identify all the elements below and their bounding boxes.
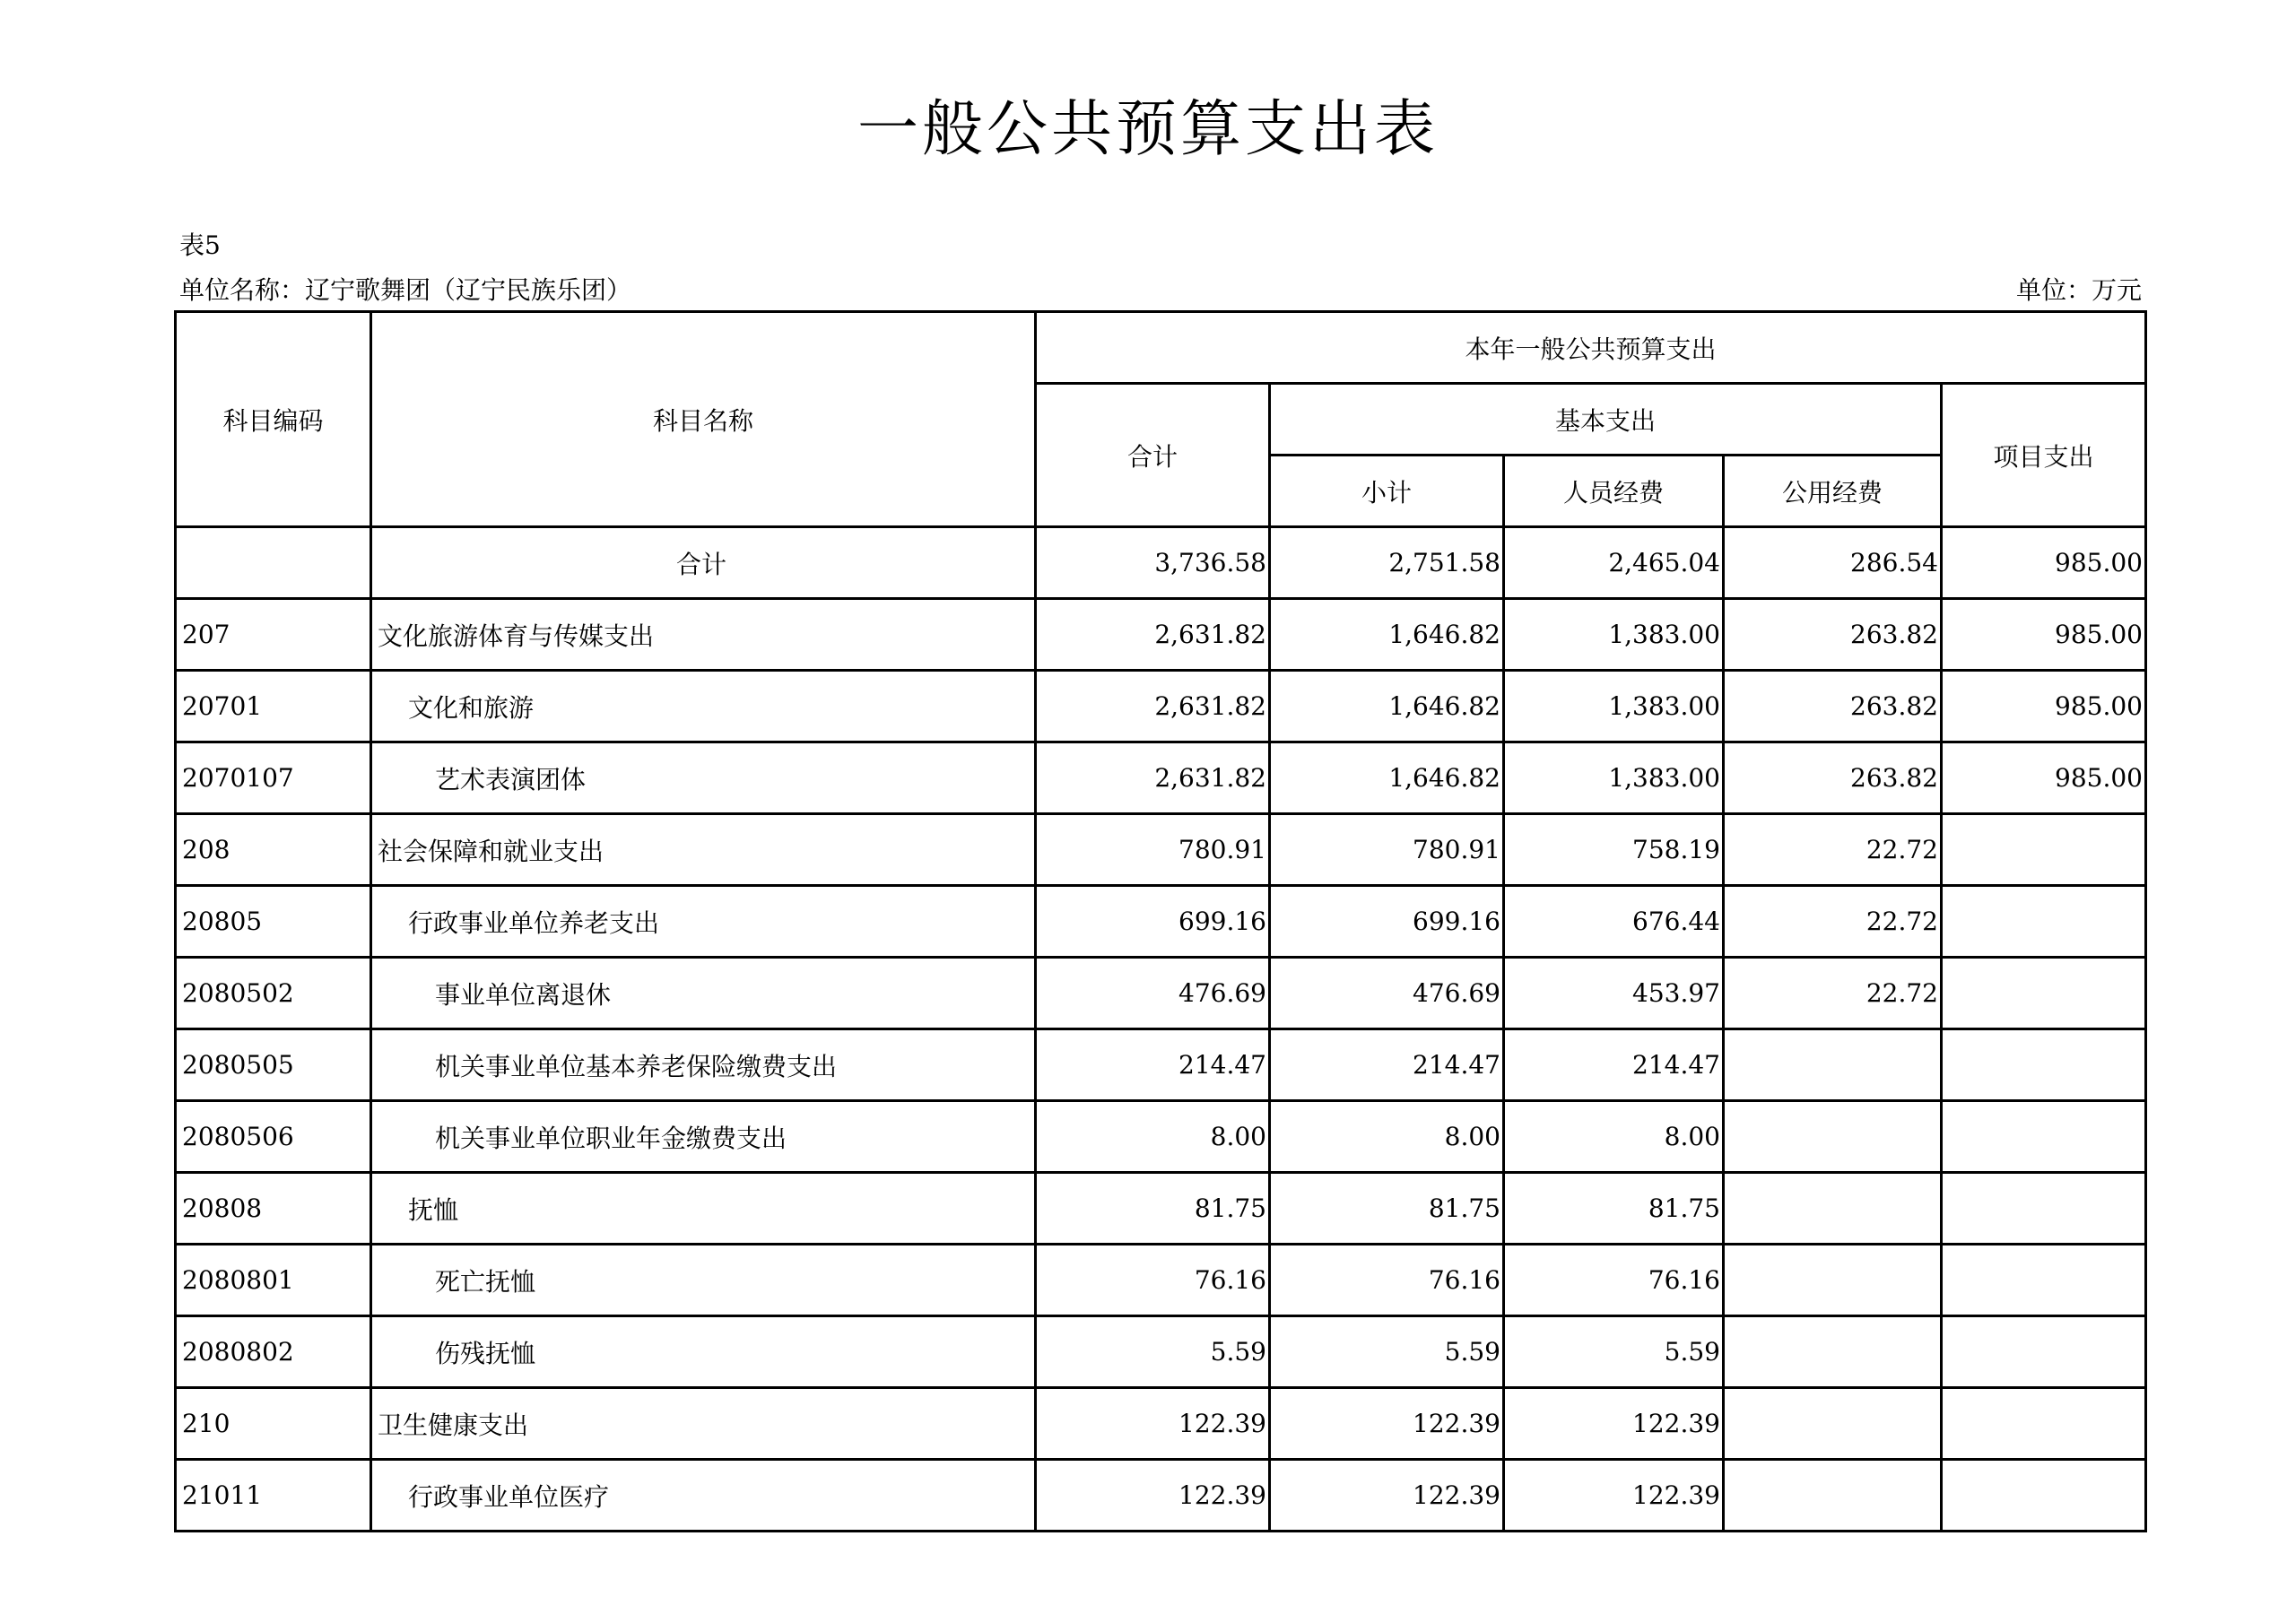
- cell-subtotal: 214.47: [1270, 1029, 1504, 1101]
- cell-total: 476.69: [1036, 958, 1270, 1029]
- cell-subtotal: 476.69: [1270, 958, 1504, 1029]
- cell-personnel: 122.39: [1504, 1388, 1724, 1460]
- cell-project: 985.00: [1942, 599, 2146, 671]
- table-number: 表5: [179, 230, 221, 260]
- table-row: [176, 958, 2146, 1029]
- cell-code: 208: [176, 814, 371, 886]
- cell-public: [1724, 1388, 1942, 1460]
- page-title: 一般公共预算支出表: [857, 94, 1439, 165]
- cell-total: 122.39: [1036, 1460, 1270, 1532]
- table-row: [176, 527, 2146, 599]
- header-basic: 基本支出: [1270, 384, 1942, 456]
- cell-code: 20701: [176, 671, 371, 742]
- cell-project: [1942, 1460, 2146, 1532]
- cell-total: 76.16: [1036, 1245, 1270, 1316]
- table-row: [176, 1029, 2146, 1101]
- cell-public: [1724, 1460, 1942, 1532]
- cell-project: [1942, 958, 2146, 1029]
- cell-subtotal: 1,646.82: [1270, 671, 1504, 742]
- cell-name: 文化旅游体育与传媒支出: [371, 599, 1036, 671]
- cell-total: 699.16: [1036, 886, 1270, 958]
- table-row: [176, 1101, 2146, 1173]
- cell-name: 艺术表演团体: [371, 742, 1036, 814]
- unit-name: 单位名称：辽宁歌舞团（辽宁民族乐团）: [179, 275, 632, 305]
- cell-name: 机关事业单位基本养老保险缴费支出: [371, 1029, 1036, 1101]
- cell-public: 263.82: [1724, 742, 1942, 814]
- table-body: [176, 527, 2146, 1532]
- cell-personnel: 1,383.00: [1504, 599, 1724, 671]
- cell-personnel: 1,383.00: [1504, 742, 1724, 814]
- cell-subtotal: 122.39: [1270, 1388, 1504, 1460]
- cell-total: 2,631.82: [1036, 742, 1270, 814]
- header-subtotal: 小计: [1270, 456, 1504, 527]
- cell-personnel: 2,465.04: [1504, 527, 1724, 599]
- cell-public: 22.72: [1724, 958, 1942, 1029]
- cell-code: 210: [176, 1388, 371, 1460]
- cell-name: 行政事业单位医疗: [371, 1460, 1036, 1532]
- cell-personnel: 758.19: [1504, 814, 1724, 886]
- cell-project: [1942, 1173, 2146, 1245]
- table-header: [176, 312, 2146, 527]
- table-row: [176, 599, 2146, 671]
- cell-code: 2070107: [176, 742, 371, 814]
- cell-personnel: 676.44: [1504, 886, 1724, 958]
- cell-public: 263.82: [1724, 671, 1942, 742]
- cell-code: 21011: [176, 1460, 371, 1532]
- header-group: 本年一般公共预算支出: [1036, 312, 2146, 384]
- cell-project: [1942, 1388, 2146, 1460]
- cell-subtotal: 699.16: [1270, 886, 1504, 958]
- header-personnel: 人员经费: [1504, 456, 1724, 527]
- cell-personnel: 122.39: [1504, 1460, 1724, 1532]
- header-code: 科目编码: [176, 312, 371, 527]
- cell-name: 文化和旅游: [371, 671, 1036, 742]
- cell-total: 122.39: [1036, 1388, 1270, 1460]
- cell-personnel: 8.00: [1504, 1101, 1724, 1173]
- header-total: 合计: [1036, 384, 1270, 527]
- cell-total: 214.47: [1036, 1029, 1270, 1101]
- cell-subtotal: 81.75: [1270, 1173, 1504, 1245]
- cell-personnel: 453.97: [1504, 958, 1724, 1029]
- cell-name: 合计: [371, 527, 1036, 599]
- cell-public: [1724, 1173, 1942, 1245]
- cell-code: 2080505: [176, 1029, 371, 1101]
- table-row: [176, 886, 2146, 958]
- table-row: [176, 1388, 2146, 1460]
- cell-project: [1942, 1316, 2146, 1388]
- cell-personnel: 76.16: [1504, 1245, 1724, 1316]
- cell-code: 20808: [176, 1173, 371, 1245]
- cell-code: [176, 527, 371, 599]
- cell-project: [1942, 1245, 2146, 1316]
- cell-name: 机关事业单位职业年金缴费支出: [371, 1101, 1036, 1173]
- table-row: [176, 1173, 2146, 1245]
- cell-project: [1942, 1029, 2146, 1101]
- cell-code: 2080801: [176, 1245, 371, 1316]
- cell-subtotal: 8.00: [1270, 1101, 1504, 1173]
- table-row: [176, 1460, 2146, 1532]
- table-row: [176, 742, 2146, 814]
- cell-project: 985.00: [1942, 527, 2146, 599]
- cell-total: 3,736.58: [1036, 527, 1270, 599]
- table-row: [176, 671, 2146, 742]
- cell-code: 2080502: [176, 958, 371, 1029]
- cell-personnel: 214.47: [1504, 1029, 1724, 1101]
- table-row: [176, 814, 2146, 886]
- cell-code: 2080802: [176, 1316, 371, 1388]
- cell-code: 2080506: [176, 1101, 371, 1173]
- budget-table: [174, 310, 2147, 1532]
- cell-name: 事业单位离退休: [371, 958, 1036, 1029]
- cell-personnel: 81.75: [1504, 1173, 1724, 1245]
- cell-name: 抚恤: [371, 1173, 1036, 1245]
- cell-public: 22.72: [1724, 886, 1942, 958]
- cell-public: [1724, 1101, 1942, 1173]
- table-row: [176, 1316, 2146, 1388]
- cell-subtotal: 1,646.82: [1270, 742, 1504, 814]
- cell-total: 2,631.82: [1036, 599, 1270, 671]
- cell-public: [1724, 1029, 1942, 1101]
- cell-project: 985.00: [1942, 742, 2146, 814]
- cell-project: [1942, 886, 2146, 958]
- cell-public: [1724, 1316, 1942, 1388]
- cell-total: 81.75: [1036, 1173, 1270, 1245]
- cell-name: 社会保障和就业支出: [371, 814, 1036, 886]
- cell-public: 263.82: [1724, 599, 1942, 671]
- cell-public: [1724, 1245, 1942, 1316]
- cell-subtotal: 780.91: [1270, 814, 1504, 886]
- cell-personnel: 1,383.00: [1504, 671, 1724, 742]
- cell-subtotal: 1,646.82: [1270, 599, 1504, 671]
- cell-subtotal: 5.59: [1270, 1316, 1504, 1388]
- cell-project: [1942, 1101, 2146, 1173]
- cell-total: 2,631.82: [1036, 671, 1270, 742]
- header-project: 项目支出: [1942, 384, 2146, 527]
- cell-personnel: 5.59: [1504, 1316, 1724, 1388]
- cell-project: [1942, 814, 2146, 886]
- cell-public: 22.72: [1724, 814, 1942, 886]
- cell-name: 伤残抚恤: [371, 1316, 1036, 1388]
- header-public: 公用经费: [1724, 456, 1942, 527]
- currency-unit: 单位：万元: [2015, 275, 2142, 305]
- cell-total: 8.00: [1036, 1101, 1270, 1173]
- header-name: 科目名称: [371, 312, 1036, 527]
- cell-total: 780.91: [1036, 814, 1270, 886]
- cell-project: 985.00: [1942, 671, 2146, 742]
- cell-code: 20805: [176, 886, 371, 958]
- table-row: [176, 1245, 2146, 1316]
- cell-subtotal: 2,751.58: [1270, 527, 1504, 599]
- cell-total: 5.59: [1036, 1316, 1270, 1388]
- cell-name: 行政事业单位养老支出: [371, 886, 1036, 958]
- cell-subtotal: 122.39: [1270, 1460, 1504, 1532]
- cell-code: 207: [176, 599, 371, 671]
- cell-subtotal: 76.16: [1270, 1245, 1504, 1316]
- cell-name: 死亡抚恤: [371, 1245, 1036, 1316]
- cell-name: 卫生健康支出: [371, 1388, 1036, 1460]
- cell-public: 286.54: [1724, 527, 1942, 599]
